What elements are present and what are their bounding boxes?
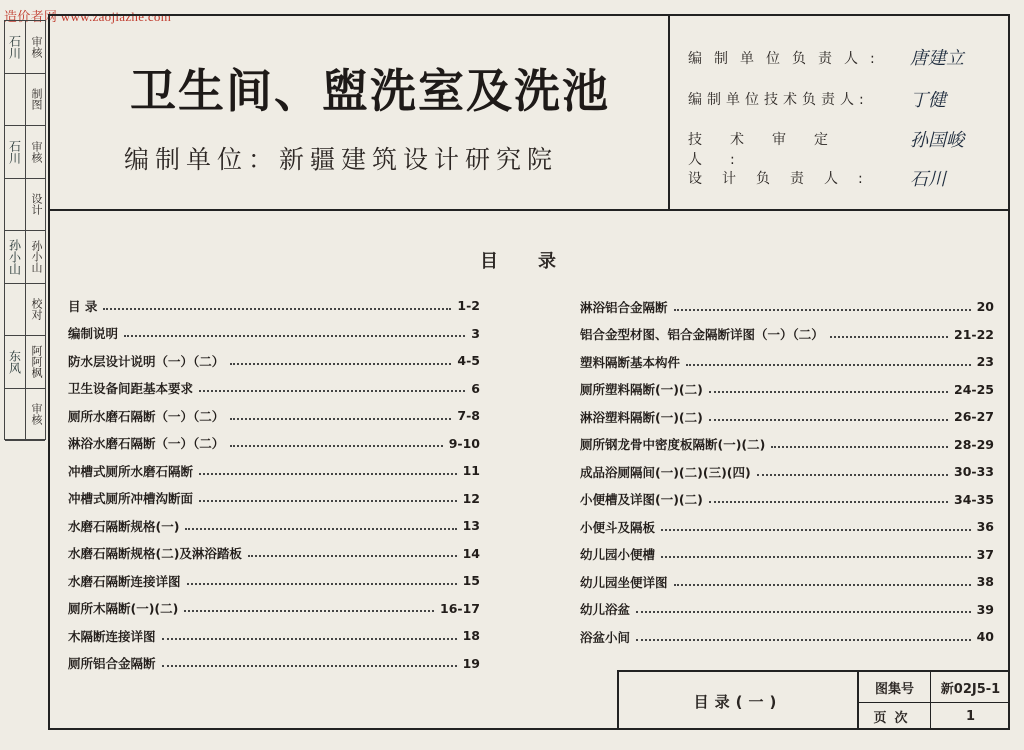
toc-entry-title: 小便斗及隔板: [580, 519, 656, 535]
toc-entry-title: 小便槽及详图(一)(二): [580, 492, 703, 508]
toc-entry-page: 4-5: [457, 353, 480, 369]
toc-leader-dots: [162, 665, 457, 667]
toc-leader-dots: [674, 584, 971, 586]
toc-entry-title: 水磨石隔断连接详图: [68, 573, 181, 589]
signatory-role: 编制单位技术负责人:: [688, 92, 869, 108]
toc-leader-dots: [830, 336, 948, 338]
toc-heading: 目录: [480, 251, 596, 272]
toc-entry-page: 26-27: [954, 409, 994, 425]
strip-signature: 东风: [7, 349, 22, 374]
toc-entry-title: 木隔断连接详图: [68, 628, 156, 644]
toc-leader-dots: [686, 364, 971, 366]
strip-signature: [5, 284, 25, 336]
signatory-row: [688, 168, 898, 188]
toc-leader-dots: [636, 611, 971, 613]
toc-entry-title: 厕所水磨石隔断（一）（二）: [68, 408, 225, 424]
toc-leader-dots: [187, 583, 457, 585]
strip-signature: [5, 179, 25, 231]
toc-entry-page: 16-17: [440, 600, 480, 616]
toc-entry-title: 厕所铝合金隔断: [68, 656, 156, 672]
toc-entry-page: 21-22: [954, 326, 994, 342]
toc-entry[interactable]: [580, 293, 994, 321]
toc-entry-title: 塑料隔断基本构件: [580, 354, 681, 370]
toc-entry-page: 3: [471, 325, 480, 341]
toc-entry-title: 幼儿浴盆: [580, 602, 631, 618]
watermark-text: 造价者网 www.zaojiazhe.com: [4, 9, 172, 24]
toc-entry[interactable]: [580, 458, 994, 486]
toc-entry-page: 24-25: [954, 381, 994, 397]
toc-entry-page: 30-33: [954, 464, 994, 480]
signatory-row: [688, 89, 898, 109]
toc-entry[interactable]: [68, 347, 480, 375]
toc-leader-dots: [709, 391, 948, 393]
strip-cell: [5, 336, 45, 389]
strip-signature: 石川: [7, 34, 22, 59]
toc-entry[interactable]: [580, 486, 994, 514]
toc-entry[interactable]: [580, 403, 994, 431]
toc-entry-page: 11: [462, 463, 480, 479]
toc-entry[interactable]: [580, 568, 994, 596]
toc-leader-dots: [674, 309, 971, 311]
toc-entry-page: 19: [462, 655, 480, 671]
toc-left-column: [68, 292, 480, 677]
toc-entry-page: 7-8: [457, 408, 480, 424]
toc-entry[interactable]: [68, 512, 480, 540]
toc-entry-title: 水磨石隔断规格(二)及淋浴踏板: [68, 546, 242, 562]
toc-entry[interactable]: [68, 320, 480, 348]
toc-leader-dots: [771, 446, 948, 448]
toc-entry-title: 淋浴塑料隔断(一)(二): [580, 409, 703, 425]
signature: 唐建立: [910, 48, 964, 69]
header-divider-vertical: [668, 14, 670, 210]
signatory-role: 技术审定人:: [688, 132, 856, 168]
toc-entry-page: 18: [462, 628, 480, 644]
toc-entry-title: 厕所木隔断(一)(二): [68, 601, 179, 617]
left-signature-strip: [4, 20, 46, 440]
signature: 丁健: [910, 90, 946, 111]
toc-entry[interactable]: [580, 348, 994, 376]
toc-entry[interactable]: [68, 622, 480, 650]
toc-entry-title: 铝合金型材图、铝合金隔断详图（一）（二）: [580, 327, 824, 343]
toc-leader-dots: [184, 610, 434, 612]
atlas-number-label: 图集号: [874, 681, 914, 697]
toc-entry-page: 13: [462, 518, 480, 534]
toc-entry-title: 目 录: [68, 298, 98, 314]
strip-role: 审核: [25, 389, 46, 441]
toc-leader-dots: [248, 555, 457, 557]
toc-entry[interactable]: [68, 485, 480, 513]
toc-entry-title: 幼儿园坐便详图: [580, 574, 668, 590]
strip-signature: 孙小山: [7, 238, 22, 275]
strip-role: 校对: [25, 284, 46, 336]
strip-cell: [5, 126, 45, 179]
toc-entry[interactable]: [580, 596, 994, 624]
strip-role: 审核: [25, 21, 46, 73]
toc-entry-page: 6: [471, 380, 480, 396]
toc-entry-page: 14: [462, 545, 480, 561]
signature: 石川: [910, 169, 946, 190]
strip-cell: [5, 231, 45, 284]
toc-entry[interactable]: [68, 567, 480, 595]
signature: 孙国峻: [910, 130, 964, 151]
atlas-number-value: 新02J5-1: [940, 681, 1001, 697]
toc-right-column: [580, 293, 994, 651]
toc-entry-page: 12: [462, 490, 480, 506]
signatory-row: [688, 48, 898, 68]
toc-entry-page: 20: [976, 299, 994, 315]
toc-entry[interactable]: [68, 375, 480, 403]
toc-entry-title: 淋浴水磨石隔断（一）（二）: [68, 436, 225, 452]
toc-entry-title: 卫生设备间距基本要求: [68, 381, 194, 397]
toc-entry-title: 成品浴厕隔间(一)(二)(三)(四): [580, 464, 751, 480]
toc-entry[interactable]: [580, 431, 994, 459]
title-block-name: 目录(一): [693, 692, 783, 711]
strip-signature: 石川: [7, 139, 22, 164]
toc-leader-dots: [230, 363, 451, 365]
toc-entry[interactable]: [68, 457, 480, 485]
toc-leader-dots: [199, 500, 457, 502]
toc-leader-dots: [636, 639, 971, 641]
toc-entry-title: 水磨石隔断规格(一): [68, 518, 180, 534]
toc-leader-dots: [185, 528, 456, 530]
page-number: 1: [965, 709, 976, 724]
toc-entry[interactable]: [68, 292, 480, 320]
strip-signature: [5, 389, 25, 441]
strip-role: 制图: [25, 74, 46, 126]
toc-leader-dots: [709, 501, 948, 503]
toc-entry-title: 冲槽式厕所水磨石隔断: [68, 463, 194, 479]
toc-entry-title: 淋浴铝合金隔断: [580, 299, 668, 315]
toc-entry[interactable]: [580, 513, 994, 541]
toc-leader-dots: [162, 638, 457, 640]
toc-leader-dots: [757, 474, 948, 476]
toc-entry[interactable]: [68, 540, 480, 568]
toc-entry-title: 厕所钢龙骨中密度板隔断(一)(二): [580, 437, 766, 453]
toc-entry-title: 幼儿园小便槽: [580, 547, 656, 563]
strip-role: 阿阿枫: [25, 336, 46, 388]
strip-cell: [5, 21, 45, 74]
toc-entry-title: 冲槽式厕所冲槽沟断面: [68, 491, 194, 507]
strip-signature: [5, 74, 25, 126]
toc-entry[interactable]: [68, 402, 480, 430]
page-title: 卫生间、盥洗室及洗池: [130, 64, 610, 118]
toc-entry-page: 36: [976, 519, 994, 535]
header-divider-horizontal: [48, 209, 1010, 211]
toc-entry[interactable]: [580, 376, 994, 404]
toc-entry-page: 1-2: [457, 298, 480, 314]
toc-leader-dots: [661, 529, 971, 531]
toc-entry-page: 40: [976, 629, 994, 645]
toc-entry[interactable]: [580, 623, 994, 651]
strip-role: 孙小山: [25, 231, 46, 283]
toc-leader-dots: [230, 445, 442, 447]
toc-entry-title: 编制说明: [68, 326, 119, 342]
toc-leader-dots: [709, 419, 948, 421]
strip-cell: [5, 179, 45, 232]
page-label: 页次: [873, 711, 916, 726]
toc-entry[interactable]: [68, 595, 480, 623]
signatory-role: 设计负责人:: [688, 171, 883, 187]
toc-leader-dots: [199, 473, 457, 475]
strip-role: 设计: [25, 179, 46, 231]
toc-entry-page: 23: [976, 354, 994, 370]
toc-entry-title: 厕所塑料隔断(一)(二): [580, 382, 703, 398]
strip-cell: [5, 74, 45, 127]
toc-entry[interactable]: [68, 650, 480, 678]
toc-leader-dots: [124, 335, 465, 337]
toc-leader-dots: [230, 418, 451, 420]
toc-entry[interactable]: [580, 321, 994, 349]
toc-entry-page: 37: [976, 546, 994, 562]
toc-entry-title: 防水层设计说明（一）（二）: [68, 353, 225, 369]
strip-role: 审核: [25, 126, 46, 178]
strip-cell: [5, 389, 45, 442]
toc-leader-dots: [103, 308, 451, 310]
toc-entry[interactable]: [580, 541, 994, 569]
signatory-role: 编制单位负责人:: [688, 51, 887, 67]
toc-leader-dots: [661, 556, 971, 558]
toc-entry-page: 34-35: [954, 491, 994, 507]
toc-entry-page: 28-29: [954, 436, 994, 452]
strip-cell: [5, 284, 45, 337]
toc-entry-page: 9-10: [448, 435, 480, 451]
toc-entry[interactable]: [68, 430, 480, 458]
toc-entry-page: 38: [976, 574, 994, 590]
toc-entry-title: 浴盆小间: [580, 629, 631, 645]
compiling-unit: 编制单位：新疆建筑设计研究院: [124, 145, 559, 174]
toc-leader-dots: [199, 390, 465, 392]
signatory-row: [688, 129, 898, 169]
toc-entry-page: 15: [462, 573, 480, 589]
toc-entry-page: 39: [976, 601, 994, 617]
